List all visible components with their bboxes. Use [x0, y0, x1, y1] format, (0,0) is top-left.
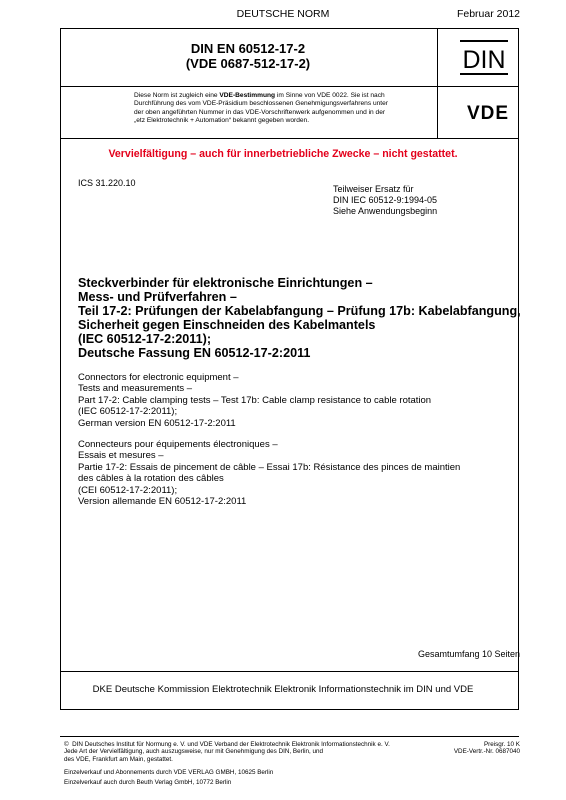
vde-note: [134, 92, 434, 125]
norm-number-rule: [60, 86, 519, 87]
vde-note-bold: VDE-Bestimmung: [219, 92, 276, 99]
sales-line: Einzelverkauf auch durch Beuth Verlag GmbH, 10772 Berlin: [64, 778, 232, 786]
norm-number-din: DIN EN 60512-17-2: [190, 41, 306, 56]
norm-number: [60, 41, 436, 71]
title-line: (IEC 60512-17-2:2011);: [78, 332, 212, 346]
logo-column-divider: [437, 28, 438, 138]
ics-code: ICS 31.220.10: [78, 178, 136, 188]
vde-note-rule: [60, 138, 519, 139]
price-info: [454, 741, 520, 756]
total-pages: Gesamtumfang 10 Seiten: [417, 649, 520, 659]
title-line: Connectors for electronic equipment –: [78, 372, 239, 383]
title-line: (CEI 60512-17-2:2011);: [78, 484, 178, 496]
title-line: Tests and measurements –: [78, 383, 193, 395]
reproduction-notice: Vervielfältigung – auch für innerbetriebliche Zwecke – nicht gestattet.: [108, 148, 458, 160]
title-line: (IEC 60512-17-2:2011);: [78, 406, 178, 418]
vde-note-prefix: Diese Norm ist zugleich eine: [134, 92, 220, 99]
norm-number-vde: (VDE 0687-512-17-2): [185, 56, 311, 71]
replacement-line: Siehe Anwendungsbeginn: [333, 206, 438, 216]
title-line: Part 17-2: Cable clamping tests – Test 17b: Cable clamp resistance to cable rotation: [78, 394, 432, 406]
standard-type: DEUTSCHE NORM: [236, 8, 330, 20]
title-line: Partie 17-2: Essais de pincement de câble – Essai 17b: Résistance des pinces de maintien: [78, 461, 461, 473]
right-frame-line: [518, 28, 519, 710]
title-french: [78, 439, 538, 507]
title-line: Version allemande EN 60512-17-2:2011: [78, 496, 247, 508]
dke-rule-bottom: [60, 709, 519, 710]
vde-sales-number: VDE-Vertr.-Nr. 0687040: [453, 748, 520, 756]
vde-note-suffix: im Sinne von VDE 0022. Sie ist nach: [275, 92, 385, 99]
title-line: Essais et mesures –: [78, 450, 164, 462]
footer-rule: [60, 736, 519, 737]
vde-note-line: Durchführung des vom VDE-Präsidium beschlossenen Genehmigungsverfahrens unter: [134, 100, 388, 108]
din-logo: [456, 39, 512, 77]
title-line: Deutsche Fassung EN 60512-17-2:2011: [78, 346, 311, 360]
title-english: [78, 372, 538, 429]
replacement-info: [333, 184, 437, 217]
title-line: Mess- und Prüfverfahren –: [78, 290, 237, 304]
vde-logo: [458, 103, 518, 121]
copyright-line: Jede Art der Vervielfältigung, auch auszugsweise, nur mit Genehmigung des DIN, Berlin, und: [64, 748, 324, 756]
title-german: [78, 276, 538, 360]
dke-rule-top: [60, 671, 519, 672]
dke-commission: DKE Deutsche Kommission Elektrotechnik Elektronik Informationstechnik im DIN und VDE: [92, 684, 474, 695]
copyright-line: des VDE, Frankfurt am Main, gestattet.: [64, 755, 173, 763]
replacement-line: Teilweiser Ersatz für: [333, 184, 414, 194]
title-line: Steckverbinder für elektronische Einrichtungen –: [78, 276, 373, 290]
vde-logo-text: VDE: [466, 103, 510, 121]
price-group: Preisgr. 10 K: [483, 741, 520, 748]
publication-date: Februar 2012: [456, 8, 520, 20]
title-line: Connecteurs pour équipements électroniques –: [78, 439, 278, 450]
sales-info: [64, 768, 364, 787]
copyright-line: © DIN Deutsches Institut für Normung e. V. und VDE Verband der Elektrotechnik Elektronik Informationstechnik e. V.: [64, 741, 390, 748]
din-logo-text: DIN: [462, 46, 506, 74]
title-line: des câbles à la rotation des câbles: [78, 473, 224, 485]
title-line: Teil 17-2: Prüfungen der Kabelabfangung – Prüfung 17b: Kabelabfangung,: [78, 304, 521, 318]
left-frame-line: [60, 28, 61, 710]
vde-note-line: „etz Elektrotechnik + Automation“ bekannt gegeben worden.: [134, 116, 310, 124]
replacement-line: DIN IEC 60512-9:1994-05: [333, 195, 438, 205]
copyright-notice: [64, 741, 414, 763]
title-line: German version EN 60512-17-2:2011: [78, 417, 236, 429]
top-rule: [60, 28, 519, 29]
sales-line: Einzelverkauf und Abonnements durch VDE VERLAG GMBH, 10625 Berlin: [64, 769, 274, 776]
title-line: Sicherheit gegen Einschneiden des Kabelmantels: [78, 318, 376, 332]
vde-note-line: der oben angeführten Nummer in das VDE-Vorschriftenwerk aufgenommen und in der: [134, 108, 386, 116]
